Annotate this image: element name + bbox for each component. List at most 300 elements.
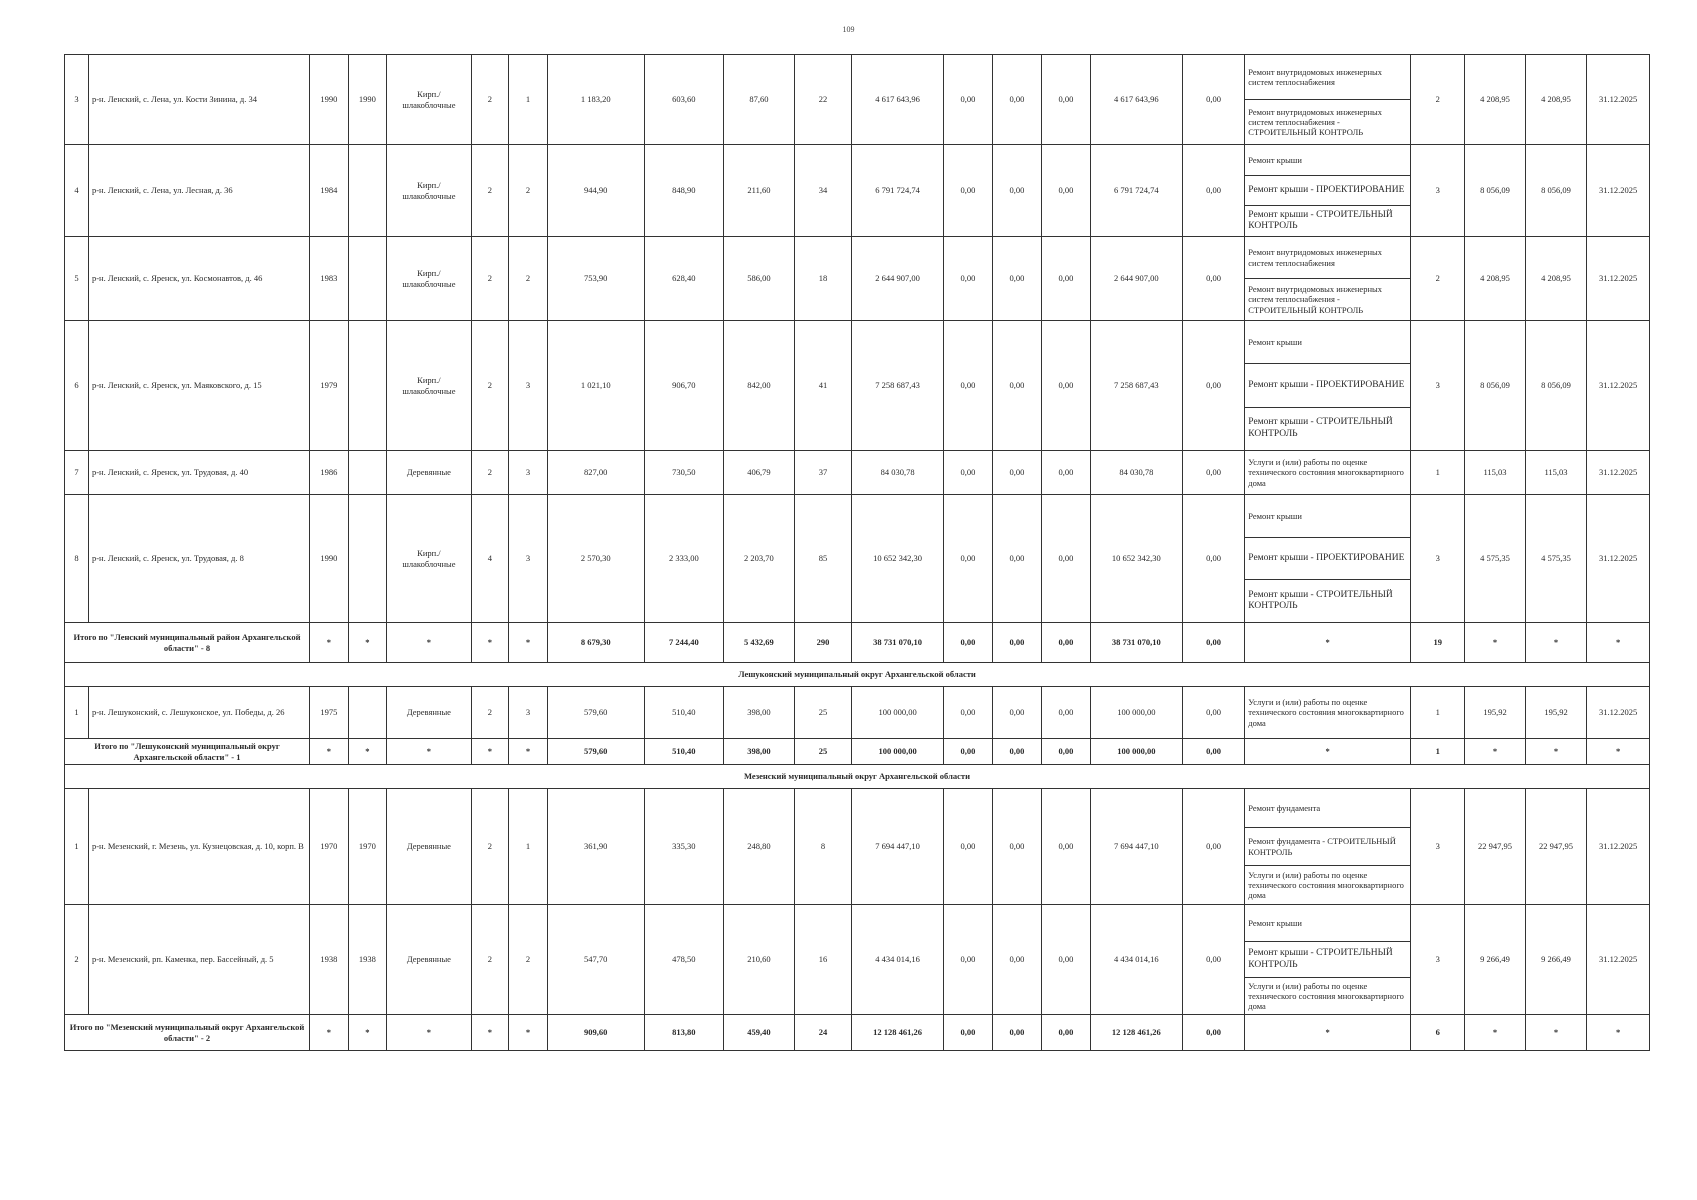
section-header-row bbox=[65, 663, 1650, 687]
other-sources: 0,00 bbox=[1182, 55, 1245, 145]
total-area: 753,90 bbox=[547, 237, 644, 321]
work-type-item: Ремонт крыши - ПРОЕКТИРОВАНИЕ bbox=[1245, 364, 1410, 407]
asterisk: * bbox=[471, 739, 509, 765]
commissioning-year: 1970 bbox=[310, 789, 349, 905]
work-type-item: Ремонт крыши - СТРОИТЕЛЬНЫЙ КОНТРОЛЬ bbox=[1248, 209, 1393, 232]
owners-funds-sum: 38 731 070,10 bbox=[1090, 623, 1182, 663]
work-types bbox=[1245, 789, 1411, 905]
wall-material: Деревянные bbox=[387, 451, 471, 495]
max-unit-cost: 9 266,49 bbox=[1525, 905, 1587, 1015]
completion-date: 31.12.2025 bbox=[1587, 237, 1650, 321]
premises-area: 730,50 bbox=[644, 451, 723, 495]
residents-count: 41 bbox=[794, 321, 851, 451]
work-count: 3 bbox=[1411, 789, 1465, 905]
repair-cost-total: 6 791 724,74 bbox=[852, 145, 944, 237]
completion-date: 31.12.2025 bbox=[1587, 321, 1650, 451]
owners-funds: 10 652 342,30 bbox=[1090, 495, 1182, 623]
other-sources: 0,00 bbox=[1182, 145, 1245, 237]
other-sources: 0,00 bbox=[1182, 451, 1245, 495]
residents-sum: 24 bbox=[794, 1015, 851, 1051]
completion-year bbox=[348, 237, 387, 321]
residents-sum: 290 bbox=[794, 623, 851, 663]
premises-area-sum: 7 244,40 bbox=[644, 623, 723, 663]
unit-cost: 8 056,09 bbox=[1465, 145, 1525, 237]
unit-cost: 8 056,09 bbox=[1465, 321, 1525, 451]
work-type-item: Ремонт крыши - СТРОИТЕЛЬНЫЙ КОНТРОЛЬ bbox=[1248, 589, 1393, 612]
repair-cost-total: 100 000,00 bbox=[852, 687, 944, 739]
residential-area-sum: 5 432,69 bbox=[723, 623, 794, 663]
asterisk: * bbox=[509, 739, 548, 765]
entrances: 2 bbox=[509, 145, 548, 237]
fund-share: 0,00 bbox=[943, 237, 992, 321]
local-budget-sum: 0,00 bbox=[1041, 1015, 1090, 1051]
entrances: 1 bbox=[509, 55, 548, 145]
total-area-sum: 909,60 bbox=[547, 1015, 644, 1051]
asterisk: * bbox=[1587, 1015, 1650, 1051]
repair-cost-total: 4 617 643,96 bbox=[852, 55, 944, 145]
work-type-item: Ремонт крыши bbox=[1245, 905, 1410, 942]
premises-area: 848,90 bbox=[644, 145, 723, 237]
regional-budget-share: 0,00 bbox=[992, 55, 1041, 145]
work-count: 2 bbox=[1411, 55, 1465, 145]
table-row bbox=[65, 55, 1650, 145]
max-unit-cost: 4 208,95 bbox=[1525, 55, 1587, 145]
max-unit-cost: 8 056,09 bbox=[1525, 145, 1587, 237]
asterisk: * bbox=[310, 739, 349, 765]
asterisk: * bbox=[471, 623, 509, 663]
max-unit-cost: 195,92 bbox=[1525, 687, 1587, 739]
completion-year bbox=[348, 451, 387, 495]
house-address: р-н. Мезенский, рп. Каменка, пер. Бассейный, д. 5 bbox=[88, 905, 309, 1015]
total-area: 547,70 bbox=[547, 905, 644, 1015]
regional-budget-share: 0,00 bbox=[992, 905, 1041, 1015]
table-row bbox=[65, 237, 1650, 321]
local-budget-share: 0,00 bbox=[1041, 321, 1090, 451]
asterisk: * bbox=[471, 1015, 509, 1051]
commissioning-year: 1986 bbox=[310, 451, 349, 495]
premises-area: 906,70 bbox=[644, 321, 723, 451]
floors: 2 bbox=[471, 321, 509, 451]
local-budget-sum: 0,00 bbox=[1041, 739, 1090, 765]
completion-year bbox=[348, 495, 387, 623]
work-type-item: Ремонт крыши - СТРОИТЕЛЬНЫЙ КОНТРОЛЬ bbox=[1248, 417, 1393, 439]
repair-cost-total: 10 652 342,30 bbox=[852, 495, 944, 623]
row-number: 4 bbox=[65, 145, 89, 237]
regional-budget-share: 0,00 bbox=[992, 237, 1041, 321]
residents-sum: 25 bbox=[794, 739, 851, 765]
work-type-item: Услуги и (или) работы по оценке технического состояния многоквартирного дома bbox=[1248, 980, 1404, 1012]
residential-area: 248,80 bbox=[723, 789, 794, 905]
residential-area: 406,79 bbox=[723, 451, 794, 495]
residents-count: 16 bbox=[794, 905, 851, 1015]
work-count: 3 bbox=[1411, 905, 1465, 1015]
residents-count: 18 bbox=[794, 237, 851, 321]
work-types bbox=[1245, 321, 1411, 451]
total-label: Итого по "Лешуконский муниципальный округ Архангельской области" - 1 bbox=[65, 739, 310, 765]
completion-date: 31.12.2025 bbox=[1587, 55, 1650, 145]
work-count-sum: 19 bbox=[1411, 623, 1465, 663]
repair-program-table bbox=[64, 54, 1650, 1051]
completion-year: 1970 bbox=[348, 789, 387, 905]
entrances: 3 bbox=[509, 321, 548, 451]
total-row bbox=[65, 623, 1650, 663]
other-sources: 0,00 bbox=[1182, 905, 1245, 1015]
max-unit-cost: 4 208,95 bbox=[1525, 237, 1587, 321]
floors: 2 bbox=[471, 55, 509, 145]
fund-share-sum: 0,00 bbox=[943, 623, 992, 663]
premises-area-sum: 510,40 bbox=[644, 739, 723, 765]
total-area: 944,90 bbox=[547, 145, 644, 237]
table-row bbox=[65, 687, 1650, 739]
repair-cost-sum: 12 128 461,26 bbox=[852, 1015, 944, 1051]
asterisk: * bbox=[348, 739, 387, 765]
regional-budget-sum: 0,00 bbox=[992, 623, 1041, 663]
work-type-item: Ремонт крыши - СТРОИТЕЛЬНЫЙ КОНТРОЛЬ bbox=[1245, 942, 1410, 979]
premises-area: 510,40 bbox=[644, 687, 723, 739]
residential-area-sum: 459,40 bbox=[723, 1015, 794, 1051]
asterisk: * bbox=[310, 623, 349, 663]
asterisk: * bbox=[1465, 623, 1525, 663]
asterisk: * bbox=[1525, 1015, 1587, 1051]
work-types bbox=[1245, 237, 1411, 321]
house-address: р-н. Ленский, с. Яренск, ул. Космонавтов, д. 46 bbox=[88, 237, 309, 321]
completion-year bbox=[348, 321, 387, 451]
premises-area: 335,30 bbox=[644, 789, 723, 905]
repair-cost-total: 2 644 907,00 bbox=[852, 237, 944, 321]
table-row bbox=[65, 145, 1650, 237]
repair-cost-total: 4 434 014,16 bbox=[852, 905, 944, 1015]
work-type-item: Ремонт крыши bbox=[1245, 321, 1410, 364]
work-type-item: Ремонт крыши - ПРОЕКТИРОВАНИЕ bbox=[1245, 538, 1410, 581]
house-address: р-н. Мезенский, г. Мезень, ул. Кузнецовская, д. 10, корп. В bbox=[88, 789, 309, 905]
premises-area: 2 333,00 bbox=[644, 495, 723, 623]
repair-cost-sum: 38 731 070,10 bbox=[852, 623, 944, 663]
residential-area: 87,60 bbox=[723, 55, 794, 145]
work-count: 1 bbox=[1411, 687, 1465, 739]
premises-area-sum: 813,80 bbox=[644, 1015, 723, 1051]
work-type-item: Ремонт крыши bbox=[1245, 495, 1410, 538]
asterisk: * bbox=[1525, 739, 1587, 765]
house-address: р-н. Ленский, с. Яренск, ул. Трудовая, д. 40 bbox=[88, 451, 309, 495]
residential-area: 211,60 bbox=[723, 145, 794, 237]
asterisk: * bbox=[1525, 623, 1587, 663]
asterisk: * bbox=[387, 739, 471, 765]
total-area: 1 183,20 bbox=[547, 55, 644, 145]
table-row bbox=[65, 905, 1650, 1015]
wall-material: Кирп./ шлакоблочные bbox=[387, 237, 471, 321]
total-label: Итого по "Мезенский муниципальный округ Архангельской области" - 2 bbox=[65, 1015, 310, 1051]
completion-year bbox=[348, 145, 387, 237]
unit-cost: 115,03 bbox=[1465, 451, 1525, 495]
commissioning-year: 1979 bbox=[310, 321, 349, 451]
other-sources: 0,00 bbox=[1182, 687, 1245, 739]
regional-budget-sum: 0,00 bbox=[992, 739, 1041, 765]
commissioning-year: 1983 bbox=[310, 237, 349, 321]
row-number: 3 bbox=[65, 55, 89, 145]
total-label: Итого по "Ленский муниципальный район Архангельской области" - 8 bbox=[65, 623, 310, 663]
other-sources: 0,00 bbox=[1182, 789, 1245, 905]
regional-budget-share: 0,00 bbox=[992, 451, 1041, 495]
row-number: 8 bbox=[65, 495, 89, 623]
fund-share: 0,00 bbox=[943, 905, 992, 1015]
regional-budget-share: 0,00 bbox=[992, 321, 1041, 451]
owners-funds: 84 030,78 bbox=[1090, 451, 1182, 495]
row-number: 7 bbox=[65, 451, 89, 495]
floors: 2 bbox=[471, 237, 509, 321]
commissioning-year: 1990 bbox=[310, 55, 349, 145]
repair-cost-sum: 100 000,00 bbox=[852, 739, 944, 765]
asterisk: * bbox=[1245, 1015, 1411, 1051]
row-number: 6 bbox=[65, 321, 89, 451]
other-sources: 0,00 bbox=[1182, 237, 1245, 321]
completion-date: 31.12.2025 bbox=[1587, 687, 1650, 739]
fund-share: 0,00 bbox=[943, 321, 992, 451]
total-area: 579,60 bbox=[547, 687, 644, 739]
work-type-item: Ремонт внутридомовых инженерных систем теплоснабжения - СТРОИТЕЛЬНЫЙ КОНТРОЛЬ bbox=[1248, 284, 1382, 315]
table-row bbox=[65, 321, 1650, 451]
floors: 2 bbox=[471, 905, 509, 1015]
local-budget-share: 0,00 bbox=[1041, 451, 1090, 495]
row-number: 1 bbox=[65, 687, 89, 739]
total-area: 361,90 bbox=[547, 789, 644, 905]
residents-count: 22 bbox=[794, 55, 851, 145]
work-type-item: Услуги и (или) работы по оценке технического состояния многоквартирного дома bbox=[1248, 697, 1404, 728]
other-sources: 0,00 bbox=[1182, 495, 1245, 623]
completion-date: 31.12.2025 bbox=[1587, 789, 1650, 905]
residents-count: 8 bbox=[794, 789, 851, 905]
table-row bbox=[65, 789, 1650, 905]
repair-cost-total: 7 258 687,43 bbox=[852, 321, 944, 451]
max-unit-cost: 115,03 bbox=[1525, 451, 1587, 495]
work-types bbox=[1245, 687, 1411, 739]
asterisk: * bbox=[1465, 739, 1525, 765]
commissioning-year: 1984 bbox=[310, 145, 349, 237]
house-address: р-н. Лешуконский, с. Лешуконское, ул. Победы, д. 26 bbox=[88, 687, 309, 739]
owners-funds: 6 791 724,74 bbox=[1090, 145, 1182, 237]
other-sources-sum: 0,00 bbox=[1182, 1015, 1245, 1051]
work-type-item: Услуги и (или) работы по оценке технического состояния многоквартирного дома bbox=[1248, 457, 1404, 488]
unit-cost: 22 947,95 bbox=[1465, 789, 1525, 905]
section-header-row bbox=[65, 765, 1650, 789]
unit-cost: 9 266,49 bbox=[1465, 905, 1525, 1015]
max-unit-cost: 22 947,95 bbox=[1525, 789, 1587, 905]
owners-funds: 2 644 907,00 bbox=[1090, 237, 1182, 321]
work-count-sum: 1 bbox=[1411, 739, 1465, 765]
entrances: 2 bbox=[509, 905, 548, 1015]
work-types bbox=[1245, 55, 1411, 145]
regional-budget-sum: 0,00 bbox=[992, 1015, 1041, 1051]
completion-year: 1938 bbox=[348, 905, 387, 1015]
other-sources-sum: 0,00 bbox=[1182, 739, 1245, 765]
commissioning-year: 1975 bbox=[310, 687, 349, 739]
work-count: 3 bbox=[1411, 145, 1465, 237]
fund-share-sum: 0,00 bbox=[943, 739, 992, 765]
local-budget-share: 0,00 bbox=[1041, 687, 1090, 739]
work-type-item: Ремонт крыши bbox=[1245, 145, 1410, 176]
max-unit-cost: 4 575,35 bbox=[1525, 495, 1587, 623]
residential-area: 2 203,70 bbox=[723, 495, 794, 623]
floors: 2 bbox=[471, 687, 509, 739]
page-number: 109 bbox=[842, 25, 855, 34]
owners-funds: 7 258 687,43 bbox=[1090, 321, 1182, 451]
completion-year bbox=[348, 687, 387, 739]
table-row bbox=[65, 451, 1650, 495]
work-type-item: Ремонт внутридомовых инженерных систем теплоснабжения bbox=[1245, 237, 1410, 279]
row-number: 5 bbox=[65, 237, 89, 321]
house-address: р-н. Ленский, с. Яренск, ул. Маяковского, д. 15 bbox=[88, 321, 309, 451]
asterisk: * bbox=[509, 623, 548, 663]
row-number: 2 bbox=[65, 905, 89, 1015]
row-number: 1 bbox=[65, 789, 89, 905]
fund-share: 0,00 bbox=[943, 687, 992, 739]
fund-share: 0,00 bbox=[943, 451, 992, 495]
completion-date: 31.12.2025 bbox=[1587, 905, 1650, 1015]
owners-funds-sum: 100 000,00 bbox=[1090, 739, 1182, 765]
premises-area: 628,40 bbox=[644, 237, 723, 321]
wall-material: Деревянные bbox=[387, 789, 471, 905]
local-budget-share: 0,00 bbox=[1041, 145, 1090, 237]
work-types bbox=[1245, 145, 1411, 237]
asterisk: * bbox=[509, 1015, 548, 1051]
owners-funds: 7 694 447,10 bbox=[1090, 789, 1182, 905]
asterisk: * bbox=[310, 1015, 349, 1051]
work-type-item: Ремонт фундамента - СТРОИТЕЛЬНЫЙ КОНТРОЛЬ bbox=[1245, 828, 1410, 867]
asterisk: * bbox=[1245, 739, 1411, 765]
residential-area: 210,60 bbox=[723, 905, 794, 1015]
floors: 2 bbox=[471, 451, 509, 495]
total-row bbox=[65, 739, 1650, 765]
table-row bbox=[65, 495, 1650, 623]
max-unit-cost: 8 056,09 bbox=[1525, 321, 1587, 451]
owners-funds: 4 617 643,96 bbox=[1090, 55, 1182, 145]
commissioning-year: 1990 bbox=[310, 495, 349, 623]
work-count: 1 bbox=[1411, 451, 1465, 495]
regional-budget-share: 0,00 bbox=[992, 789, 1041, 905]
wall-material: Кирп./ шлакоблочные bbox=[387, 321, 471, 451]
fund-share-sum: 0,00 bbox=[943, 1015, 992, 1051]
total-area-sum: 579,60 bbox=[547, 739, 644, 765]
entrances: 3 bbox=[509, 495, 548, 623]
work-count-sum: 6 bbox=[1411, 1015, 1465, 1051]
fund-share: 0,00 bbox=[943, 495, 992, 623]
other-sources-sum: 0,00 bbox=[1182, 623, 1245, 663]
unit-cost: 4 208,95 bbox=[1465, 237, 1525, 321]
entrances: 1 bbox=[509, 789, 548, 905]
local-budget-share: 0,00 bbox=[1041, 905, 1090, 1015]
asterisk: * bbox=[1465, 1015, 1525, 1051]
work-types bbox=[1245, 451, 1411, 495]
floors: 2 bbox=[471, 789, 509, 905]
work-types bbox=[1245, 495, 1411, 623]
asterisk: * bbox=[1587, 623, 1650, 663]
regional-budget-share: 0,00 bbox=[992, 145, 1041, 237]
wall-material: Деревянные bbox=[387, 905, 471, 1015]
residents-count: 37 bbox=[794, 451, 851, 495]
regional-budget-share: 0,00 bbox=[992, 687, 1041, 739]
total-area: 1 021,10 bbox=[547, 321, 644, 451]
total-area: 2 570,30 bbox=[547, 495, 644, 623]
owners-funds-sum: 12 128 461,26 bbox=[1090, 1015, 1182, 1051]
unit-cost: 4 208,95 bbox=[1465, 55, 1525, 145]
work-type-item: Услуги и (или) работы по оценке технического состояния многоквартирного дома bbox=[1248, 869, 1404, 901]
unit-cost: 195,92 bbox=[1465, 687, 1525, 739]
work-type-item: Ремонт фундамента bbox=[1245, 789, 1410, 828]
residential-area-sum: 398,00 bbox=[723, 739, 794, 765]
house-address: р-н. Ленский, с. Лена, ул. Кости Зинина, д. 34 bbox=[88, 55, 309, 145]
entrances: 2 bbox=[509, 237, 548, 321]
unit-cost: 4 575,35 bbox=[1465, 495, 1525, 623]
work-type-item: Ремонт внутридомовых инженерных систем теплоснабжения bbox=[1245, 55, 1410, 100]
residential-area: 398,00 bbox=[723, 687, 794, 739]
entrances: 3 bbox=[509, 687, 548, 739]
local-budget-share: 0,00 bbox=[1041, 495, 1090, 623]
local-budget-share: 0,00 bbox=[1041, 55, 1090, 145]
floors: 2 bbox=[471, 145, 509, 237]
regional-budget-share: 0,00 bbox=[992, 495, 1041, 623]
completion-year: 1990 bbox=[348, 55, 387, 145]
total-area-sum: 8 679,30 bbox=[547, 623, 644, 663]
completion-date: 31.12.2025 bbox=[1587, 495, 1650, 623]
completion-date: 31.12.2025 bbox=[1587, 451, 1650, 495]
wall-material: Кирп./ шлакоблочные bbox=[387, 55, 471, 145]
asterisk: * bbox=[387, 1015, 471, 1051]
fund-share: 0,00 bbox=[943, 789, 992, 905]
total-area: 827,00 bbox=[547, 451, 644, 495]
work-count: 2 bbox=[1411, 237, 1465, 321]
owners-funds: 100 000,00 bbox=[1090, 687, 1182, 739]
section-title: Лешуконский муниципальный округ Архангельской области bbox=[65, 663, 1650, 687]
section-title: Мезенский муниципальный округ Архангельской области bbox=[65, 765, 1650, 789]
work-type-item: Ремонт крыши - ПРОЕКТИРОВАНИЕ bbox=[1245, 176, 1410, 207]
work-type-item: Ремонт внутридомовых инженерных систем теплоснабжения - СТРОИТЕЛЬНЫЙ КОНТРОЛЬ bbox=[1248, 106, 1382, 138]
floors: 4 bbox=[471, 495, 509, 623]
residents-count: 85 bbox=[794, 495, 851, 623]
asterisk: * bbox=[348, 623, 387, 663]
entrances: 3 bbox=[509, 451, 548, 495]
total-row bbox=[65, 1015, 1650, 1051]
residential-area: 842,00 bbox=[723, 321, 794, 451]
asterisk: * bbox=[1587, 739, 1650, 765]
other-sources: 0,00 bbox=[1182, 321, 1245, 451]
work-count: 3 bbox=[1411, 495, 1465, 623]
local-budget-share: 0,00 bbox=[1041, 237, 1090, 321]
completion-date: 31.12.2025 bbox=[1587, 145, 1650, 237]
commissioning-year: 1938 bbox=[310, 905, 349, 1015]
wall-material: Кирп./ шлакоблочные bbox=[387, 145, 471, 237]
asterisk: * bbox=[387, 623, 471, 663]
repair-cost-total: 84 030,78 bbox=[852, 451, 944, 495]
owners-funds: 4 434 014,16 bbox=[1090, 905, 1182, 1015]
asterisk: * bbox=[1245, 623, 1411, 663]
local-budget-share: 0,00 bbox=[1041, 789, 1090, 905]
work-count: 3 bbox=[1411, 321, 1465, 451]
fund-share: 0,00 bbox=[943, 55, 992, 145]
wall-material: Кирп./ шлакоблочные bbox=[387, 495, 471, 623]
repair-cost-total: 7 694 447,10 bbox=[852, 789, 944, 905]
premises-area: 478,50 bbox=[644, 905, 723, 1015]
residents-count: 34 bbox=[794, 145, 851, 237]
work-types bbox=[1245, 905, 1411, 1015]
house-address: р-н. Ленский, с. Яренск, ул. Трудовая, д. 8 bbox=[88, 495, 309, 623]
house-address: р-н. Ленский, с. Лена, ул. Лесная, д. 36 bbox=[88, 145, 309, 237]
fund-share: 0,00 bbox=[943, 145, 992, 237]
local-budget-sum: 0,00 bbox=[1041, 623, 1090, 663]
asterisk: * bbox=[348, 1015, 387, 1051]
residents-count: 25 bbox=[794, 687, 851, 739]
wall-material: Деревянные bbox=[387, 687, 471, 739]
residential-area: 586,00 bbox=[723, 237, 794, 321]
premises-area: 603,60 bbox=[644, 55, 723, 145]
